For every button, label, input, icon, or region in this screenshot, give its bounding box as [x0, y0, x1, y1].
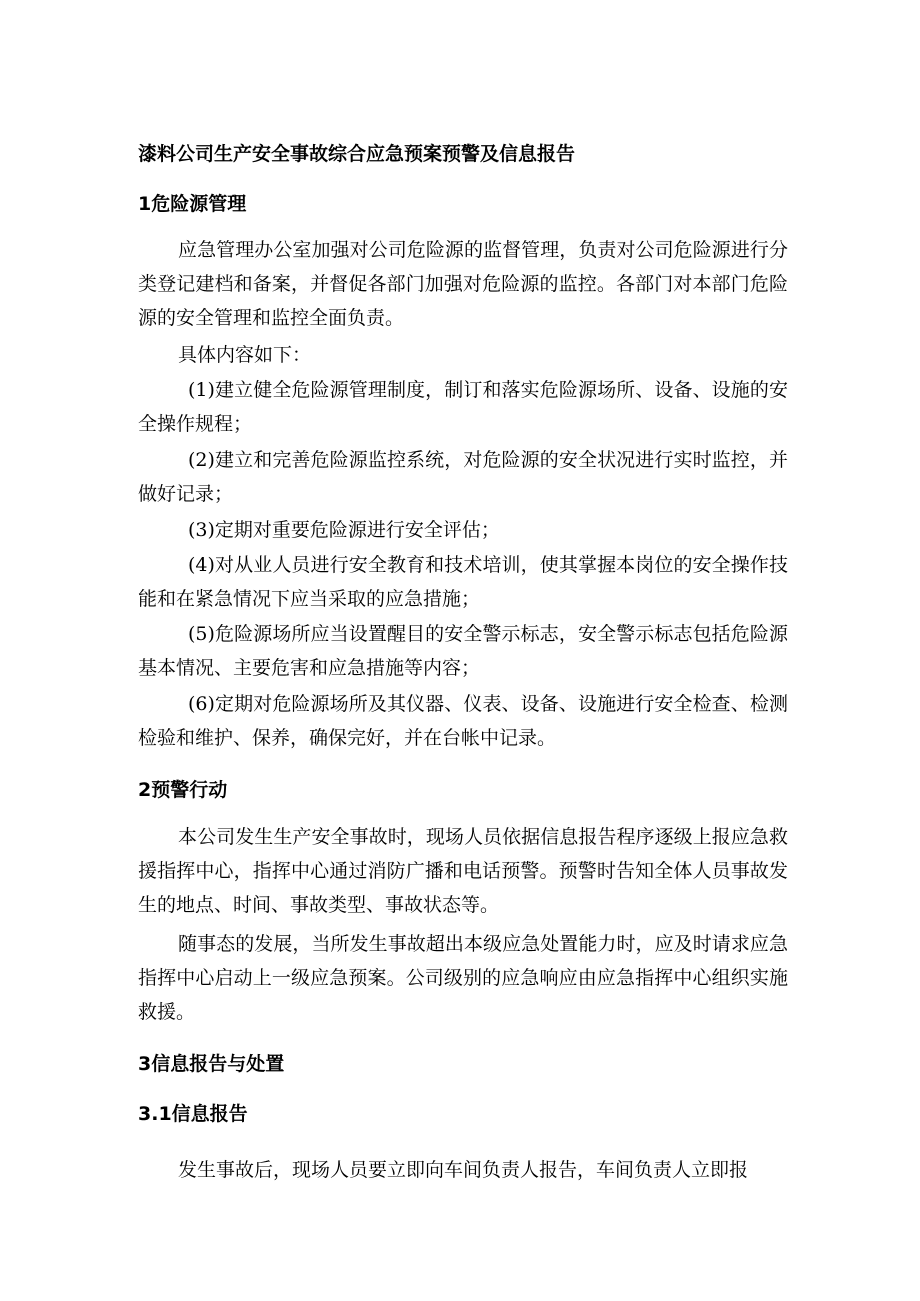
section-1-item-2: (2)建立和完善危险源监控系统，对危险源的安全状况进行实时监控，并做好记录；	[138, 449, 788, 505]
document-title: 漆料公司生产安全事故综合应急预案预警及信息报告	[138, 143, 576, 165]
section-2-heading: 2预警行动	[138, 779, 228, 801]
section-1-item-1: (1)建立健全危险源管理制度，制订和落实危险源场所、设备、设施的安全操作规程；	[138, 379, 788, 435]
section-1-item-4: (4)对从业人员进行安全教育和技术培训，使其掌握本岗位的安全操作技能和在紧急情况下应当采取的应急措施；	[138, 554, 788, 610]
section-1-item-3: (3)定期对重要危险源进行安全评估；	[188, 519, 500, 541]
section-1-item-5: (5)危险源场所应当设置醒目的安全警示标志，安全警示标志包括危险源基本情况、主要危害和应急措施等内容；	[138, 623, 788, 679]
section-2-paragraph-2: 随事态的发展，当所发生事故超出本级应急处置能力时，应及时请求应急指挥中心启动上一级应急预案。公司级别的应急响应由应急指挥中心组织实施救援。	[138, 933, 788, 1023]
section-3-1-heading: 3.1信息报告	[138, 1103, 248, 1125]
section-2-paragraph-1: 本公司发生生产安全事故时，现场人员依据信息报告程序逐级上报应急救援指挥中心，指挥中心通过消防广播和电话预警。预警时告知全体人员事故发生的地点、时间、事故类型、事故状态等。	[138, 826, 788, 916]
section-1-item-6: (6)定期对危险源场所及其仪器、仪表、设备、设施进行安全检查、检测检验和维护、保养，确保完好，并在台帐中记录。	[138, 693, 788, 749]
section-1-paragraph-1: 应急管理办公室加强对公司危险源的监督管理，负责对公司危险源进行分类登记建档和备案，并督促各部门加强对危险源的监控。各部门对本部门危险源的安全管理和监控全面负责。	[138, 239, 788, 329]
section-1-heading: 1危险源管理	[138, 193, 247, 215]
section-3-heading: 3信息报告与处置	[138, 1053, 285, 1075]
section-3-1-paragraph-1: 发生事故后，现场人员要立即向车间负责人报告，车间负责人立即报	[178, 1159, 749, 1181]
section-1-paragraph-2: 具体内容如下：	[178, 344, 312, 366]
